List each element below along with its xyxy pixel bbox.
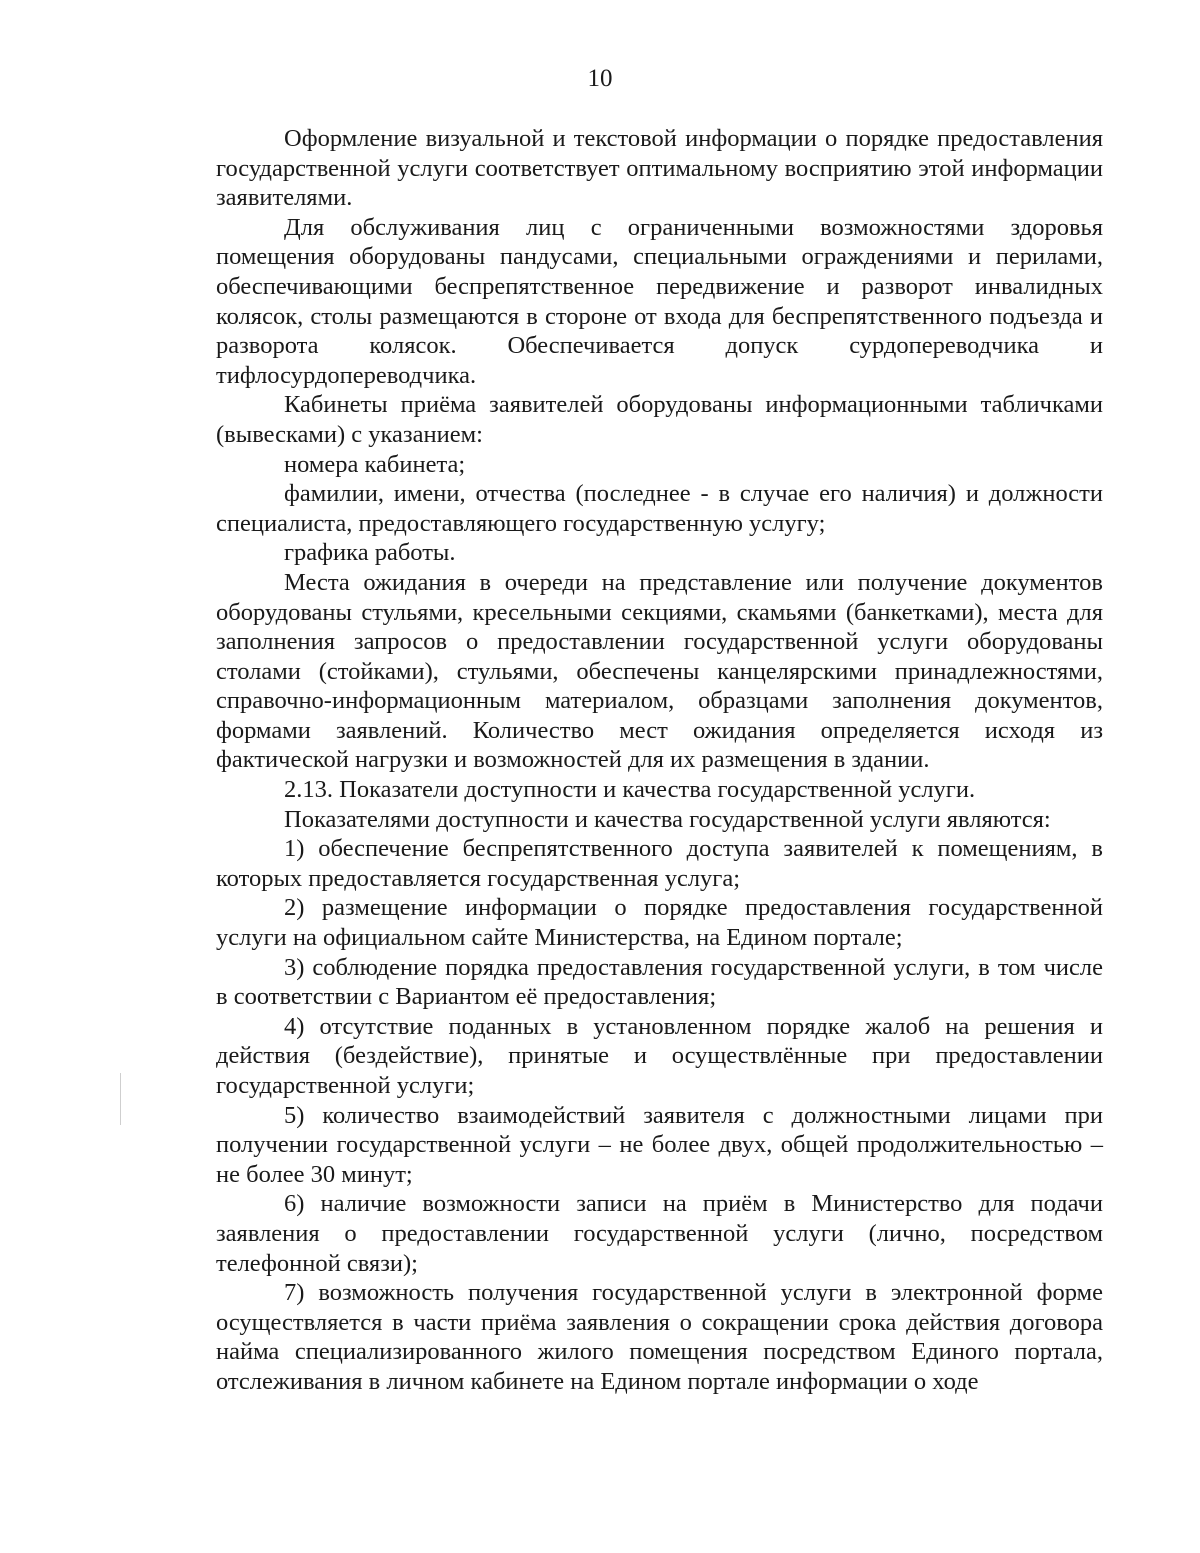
document-body [216, 124, 1103, 1397]
paragraph-offices: Кабинеты приёма заявителей оборудованы информационными табличками (вывесками) с указанием: [216, 391, 1103, 448]
indicator-item-3: 3) соблюдение порядка предоставления государственной услуги, в том числе в соответствии с Вариантом её предоставления; [216, 953, 1103, 1011]
paragraph-visual-info: Оформление визуальной и текстовой информации о порядке предоставления государственной услуги соответствует оптимальному восприятию этой информации заявителями. [216, 125, 1103, 212]
paragraph-indicators-intro: Показателями доступности и качества государственной услуги являются: [284, 805, 1051, 833]
paragraph-waiting-areas: Места ожидания в очереди на представление или получение документов оборудованы стульями, кресельными секциями, скамьями (банкетками), места для заполнения запросов о предоставлении государственной услуги оборудованы столами (стойками), стульями, обеспечены канцелярскими принадлежностями, справочно-информационным материалом, образцами заполнения документов, формами заявлений. Количество мест ожидания определяется исходя из фактической нагрузки и возможностей для их размещения в здании. [216, 568, 1103, 774]
list-item-office-number: номера кабинета; [284, 450, 466, 478]
indicator-item-2: 2) размещение информации о порядке предоставления государственной услуги на официальном сайте Министерства, на Едином портале; [216, 894, 1103, 952]
indicator-item-1: 1) обеспечение беспрепятственного доступа заявителей к помещениям, в которых предоставляется государственная услуга; [216, 835, 1103, 892]
indicator-item-7: 7) возможность получения государственной услуги в электронной форме осуществляется в части приёма заявления о сокращении срока действия договора найма специализированного жилого помещения посредством Единого портала, отслеживания в личном кабинете на Едином портале информации о ходе [216, 1279, 1103, 1395]
list-item-specialist-name: фамилии, имени, отчества (последнее - в случае его наличия) и должности специалиста, предоставляющего государственную услугу; [216, 480, 1103, 537]
list-item-work-schedule: графика работы. [284, 539, 456, 567]
section-heading-2-13: 2.13. Показатели доступности и качества государственной услуги. [284, 776, 976, 804]
page-number: 10 [587, 65, 613, 92]
scan-artifact-line [120, 1073, 121, 1125]
indicator-item-6: 6) наличие возможности записи на приём в Министерство для подачи заявления о предоставлении государственной услуги (лично, посредством телефонной связи); [216, 1190, 1103, 1277]
indicator-item-4: 4) отсутствие поданных в установленном порядке жалоб на решения и действия (бездействие), принятые и осуществлённые при предоставлении государственной услуги; [216, 1012, 1103, 1099]
paragraph-accessibility: Для обслуживания лиц с ограниченными возможностями здоровья помещения оборудованы пандусами, специальными ограждениями и перилами, обеспечивающими беспрепятственное передвижение и разворот инвалидных колясок, столы размещаются в стороне от входа для беспрепятственного подъезда и разворота колясок. Обеспечивается допуск сурдопереводчика и тифлосурдопереводчика. [216, 213, 1103, 389]
indicator-item-5: 5) количество взаимодействий заявителя с должностными лицами при получении государственной услуги – не более двух, общей продолжительностью – не более 30 минут; [216, 1101, 1103, 1188]
